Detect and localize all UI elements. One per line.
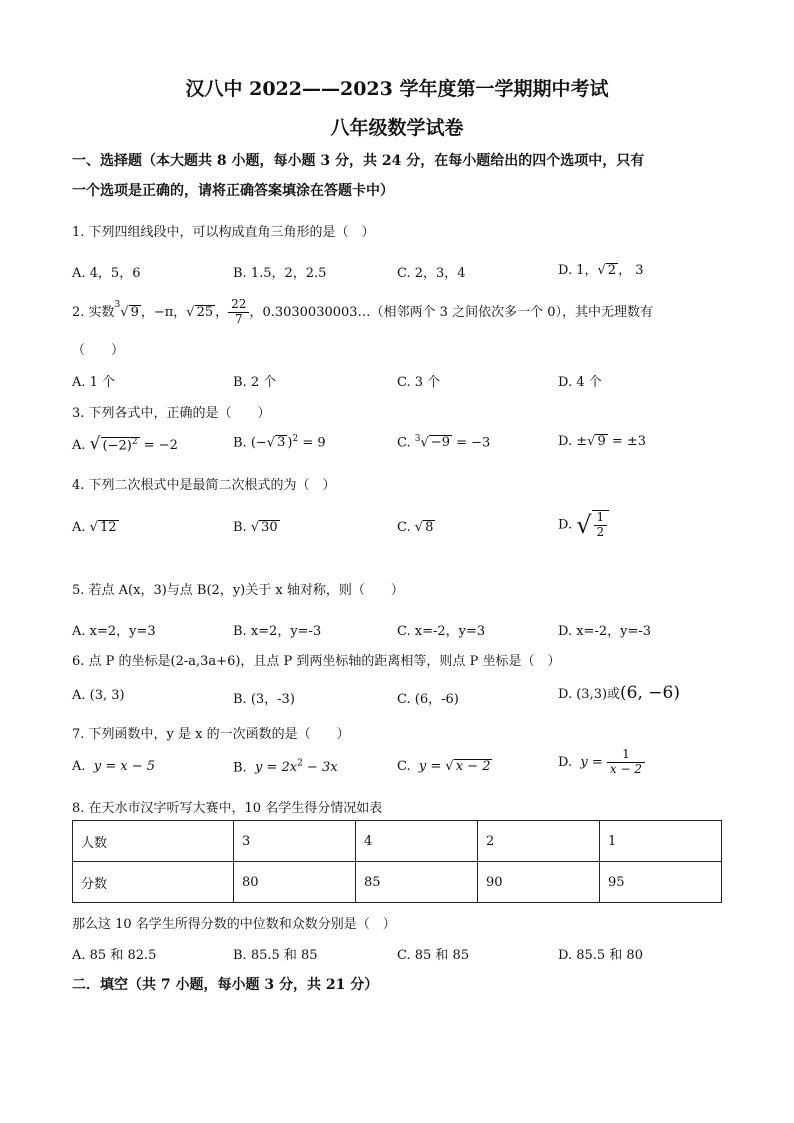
table-cell: 85 — [356, 862, 478, 903]
q7-option-d: D. y = $\frac{1}{x - 2}$ — [558, 748, 645, 777]
q3-option-d: D. ±√ 9 = ±3 — [558, 434, 647, 449]
q1-option-c: C. 2，3，4 — [397, 266, 466, 281]
q8-stem: 8. 在天水市汉字听写大赛中，10 名学生得分情况如表 — [72, 801, 383, 816]
q3-stem: 3. 下列各式中，正确的是（ ） — [72, 406, 271, 421]
q2-option-b: B. 2 个 — [233, 375, 277, 390]
q4-option-c: C. √ 8 — [397, 520, 434, 535]
table-row — [73, 821, 722, 862]
q7-option-c: C. y = √ x − 2 — [397, 759, 491, 774]
q2-option-a: A. 1 个 — [72, 375, 116, 390]
table-cell: 分数 — [73, 862, 234, 903]
q8-option-d: D. 85.5 和 80 — [558, 948, 643, 963]
section1-heading-line1: 一、选择题（本大题共 8 小题，每小题 3 分，共 24 分，在每小题给出的四个选项中，只有 — [72, 153, 645, 169]
q3-option-b: B. (−√ 3 )$^2$ = 9 — [233, 434, 326, 451]
q4-option-b: B. √ 30 — [233, 520, 278, 535]
section1-heading-line2: 一个选项是正确的，请将正确答案填涂在答题卡中） — [72, 183, 394, 199]
table-cell: 人数 — [73, 821, 234, 862]
q1-stem: 1. 下列四组线段中，可以构成直角三角形的是（ ） — [72, 225, 375, 240]
q6-option-d: D. (3,3)或(6, −6) — [558, 683, 680, 703]
table-cell: 2 — [478, 821, 600, 862]
q6-option-b: B. (3，-3) — [233, 692, 295, 707]
q3-option-a: A. √ $(-2)^2 = -2$ — [72, 434, 178, 454]
exam-title: 汉八中 2022——2023 学年度第一学期期中考试 — [185, 78, 609, 100]
table-cell: 90 — [478, 862, 600, 903]
table-cell: 95 — [600, 862, 722, 903]
score-table — [72, 820, 722, 903]
q5-option-a: A. x=2，y=3 — [72, 624, 156, 639]
table-cell: 80 — [234, 862, 356, 903]
q8-option-a: A. 85 和 82.5 — [72, 948, 157, 963]
q5-option-b: B. x=2，y=-3 — [233, 624, 322, 639]
q2-paren: （ ） — [72, 343, 125, 358]
q6-option-a: A. (3, 3) — [72, 688, 125, 703]
q6-stem: 6. 点 P 的坐标是(2-a,3a+6)，且点 P 到两坐标轴的距离相等，则点 P 坐标是（ ） — [72, 654, 561, 669]
table-cell: 1 — [600, 821, 722, 862]
q8-followup: 那么这 10 名学生所得分数的中位数和众数分别是（ ） — [72, 917, 396, 932]
q1-option-a: A. 4，5，6 — [72, 266, 141, 281]
table-cell: 3 — [234, 821, 356, 862]
section2-heading: 二．填空（共 7 小题，每小题 3 分，共 21 分） — [72, 977, 379, 993]
q3-option-c: C. $^3$√ −9 = −3 — [397, 434, 491, 451]
table-cell: 4 — [356, 821, 478, 862]
table-row — [73, 862, 722, 903]
q2-option-c: C. 3 个 — [397, 375, 441, 390]
q7-option-b: B. $y = 2x^2 - 3x$ — [233, 759, 338, 776]
exam-subtitle: 八年级数学试卷 — [330, 117, 464, 139]
q7-option-a: A. y = x − 5 — [72, 759, 156, 774]
q5-option-d: D. x=-2，y=-3 — [558, 624, 652, 639]
q8-option-b: B. 85.5 和 85 — [233, 948, 318, 963]
q2-option-d: D. 4 个 — [558, 375, 602, 390]
q4-option-d: D. √ $\frac{1}{2}$ — [558, 510, 609, 540]
q1-option-d: D. 1，√ 2 ， 3 — [558, 263, 644, 278]
q2-stem: 2. 实数$^3$√ 9 ，−π，√ 25 ， $\frac{22}{7}$ ，0.3030030003…（相邻两个 3 之间依次多一个 0），其中无理数有 — [72, 297, 653, 326]
q6-option-c: C. (6，-6) — [397, 692, 459, 707]
q4-stem: 4. 下列二次根式中是最简二次根式的为（ ） — [72, 478, 336, 493]
q4-option-a: A. √ 12 — [72, 520, 117, 535]
q5-stem: 5. 若点 A(x，3)与点 B(2，y)关于 x 轴对称，则（ ） — [72, 583, 404, 598]
q1-option-b: B. 1.5，2，2.5 — [233, 266, 327, 281]
q8-option-c: C. 85 和 85 — [397, 948, 470, 963]
q7-stem: 7. 下列函数中，y 是 x 的一次函数的是（ ） — [72, 727, 350, 742]
q5-option-c: C. x=-2，y=3 — [397, 624, 486, 639]
